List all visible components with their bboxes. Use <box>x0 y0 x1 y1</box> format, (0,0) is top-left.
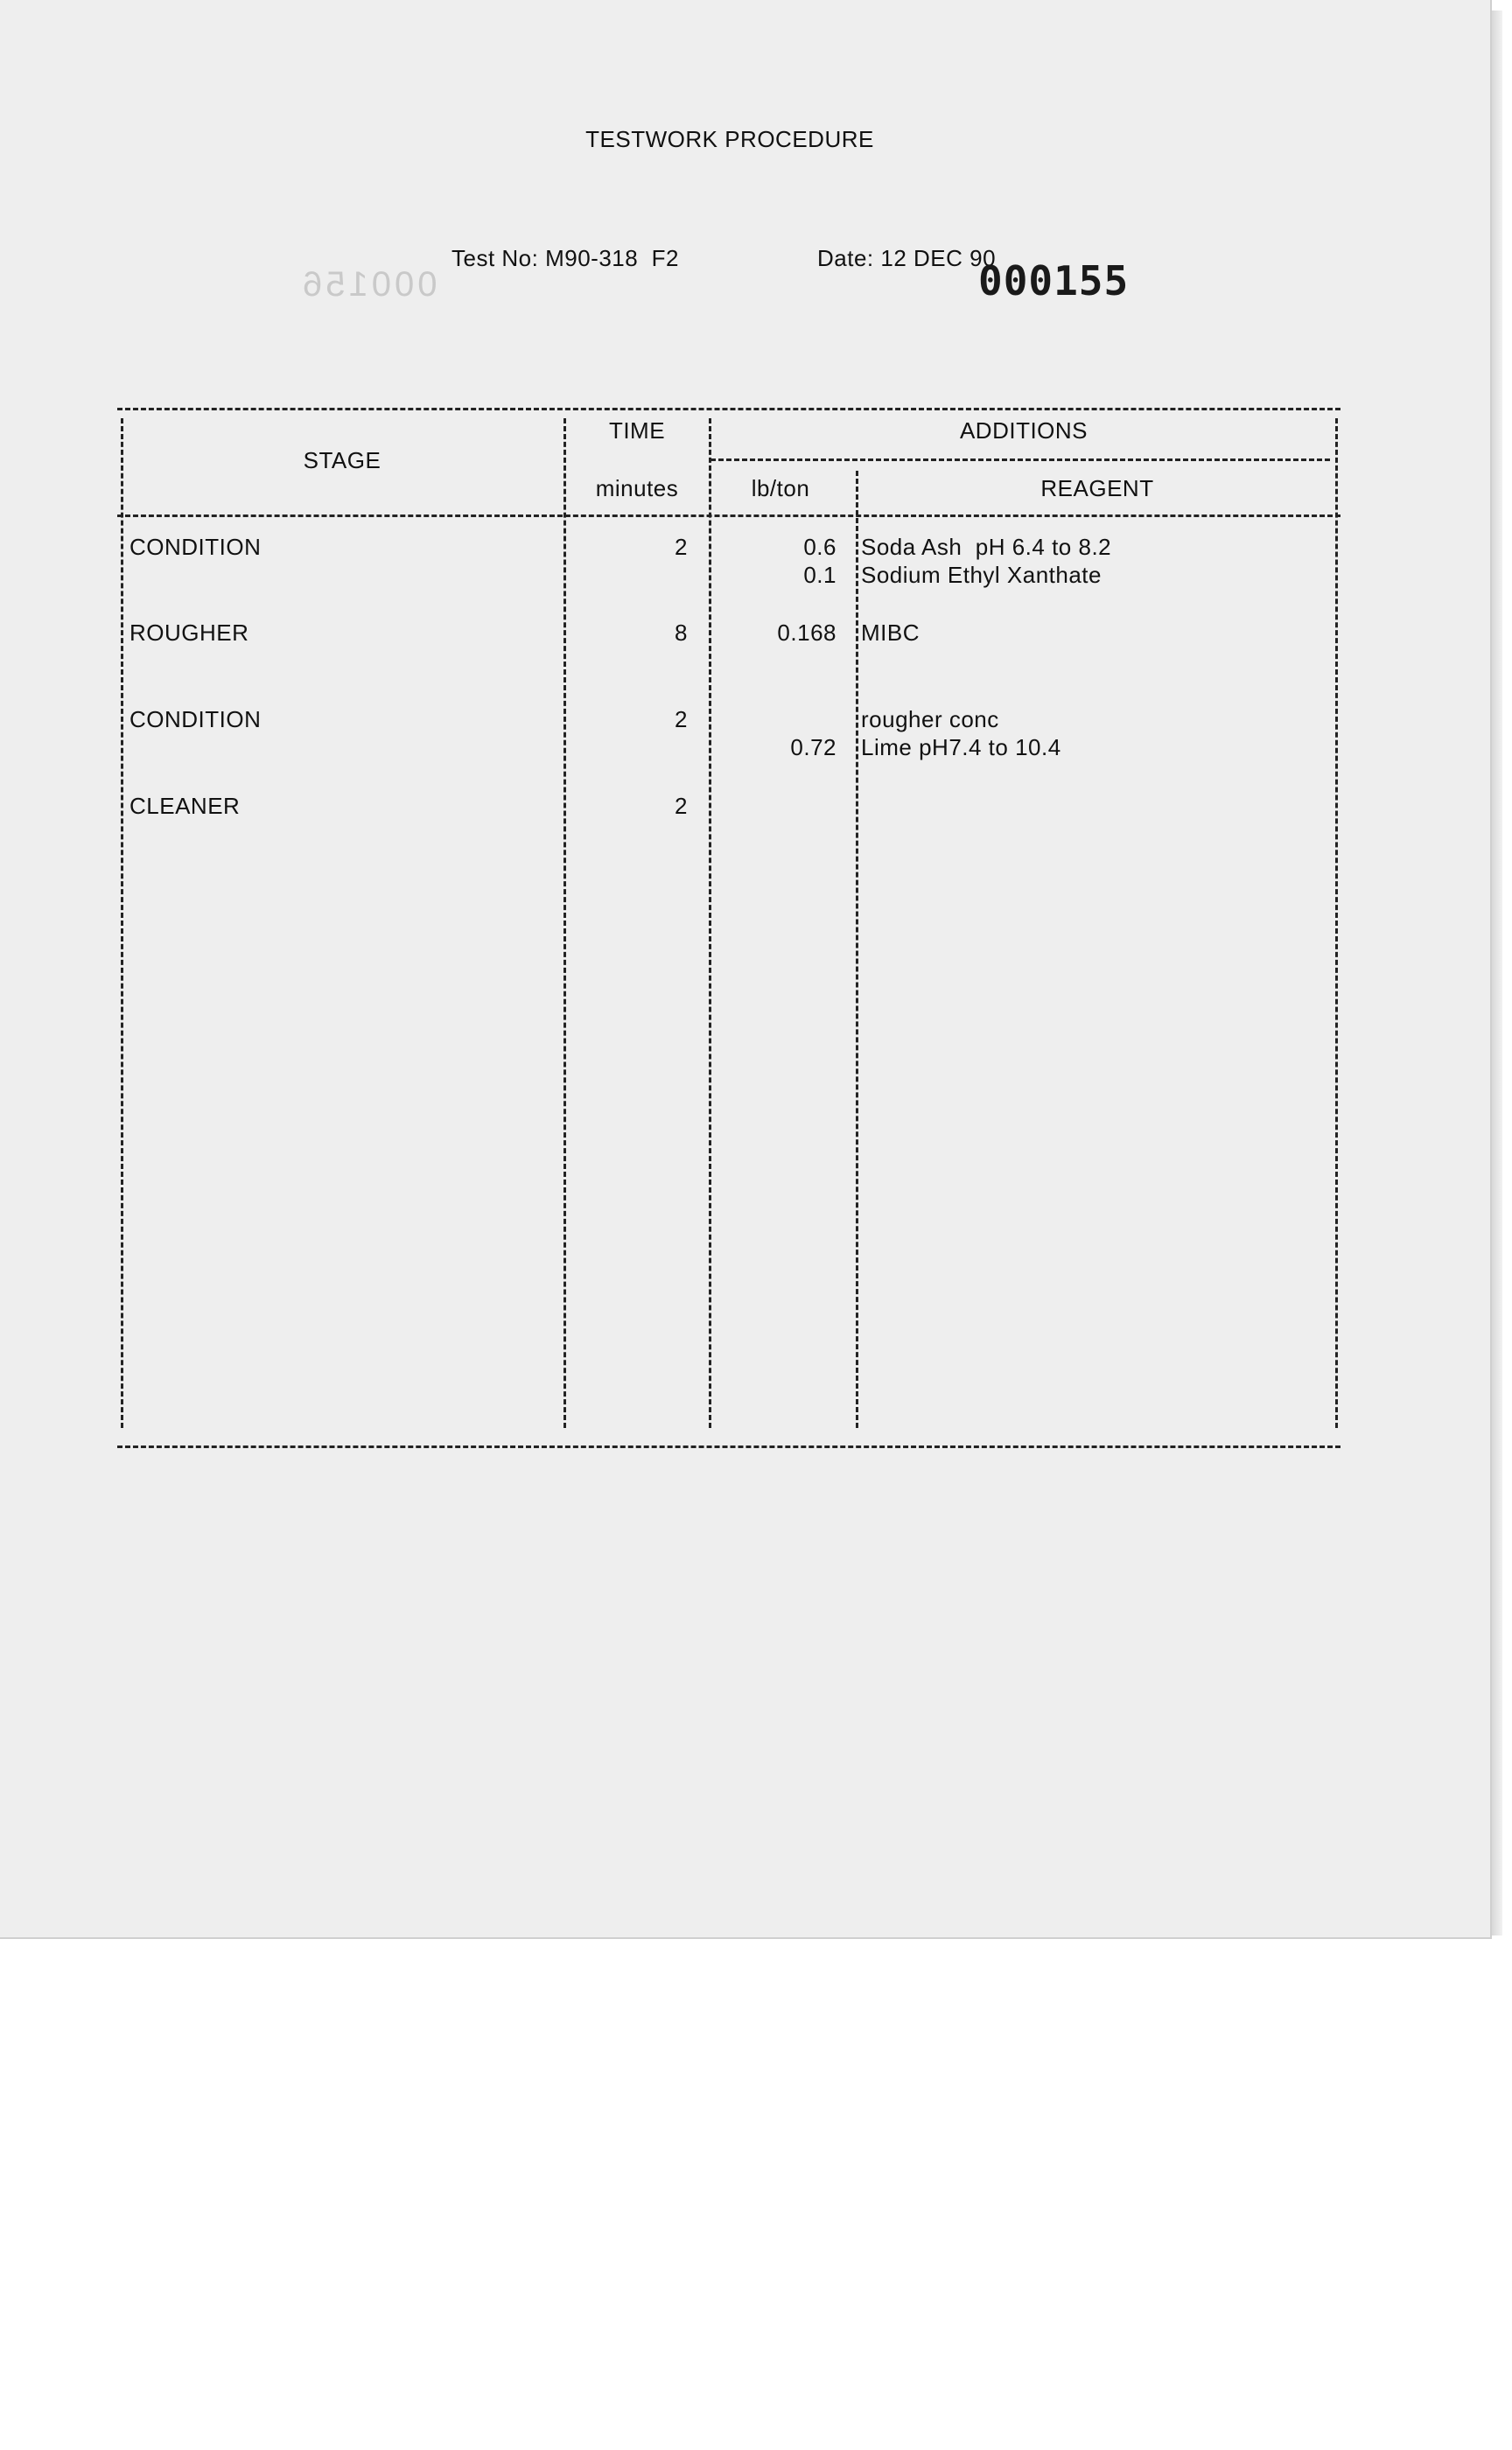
test-number: Test No: M90-318 F2 <box>452 245 679 271</box>
stage-time-divider <box>564 418 566 1428</box>
header-time: TIME <box>608 417 666 444</box>
row-1-lb-ton: 0.6 <box>803 534 836 560</box>
table-top-rule <box>117 408 1340 410</box>
test-date: Date: 12 DEC 90 <box>817 245 997 271</box>
row-5-lb-ton: 0.72 <box>790 734 836 760</box>
row-5-reagent: Lime pH7.4 to 10.4 <box>861 734 1061 760</box>
lbton-reagent-divider <box>856 471 858 1428</box>
row-2-reagent: Sodium Ethyl Xanthate <box>861 562 1102 588</box>
row-1-stage: CONDITION <box>130 534 262 560</box>
table-right-rule <box>1335 418 1338 1428</box>
header-stage: STAGE <box>303 447 382 473</box>
row-2-lb-ton: 0.1 <box>803 562 836 588</box>
row-3-minutes: 8 <box>675 620 688 646</box>
row-4-minutes: 2 <box>675 706 688 732</box>
document-title: TESTWORK PROCEDURE <box>585 126 874 152</box>
faint-bleedthrough-number: 000156 <box>299 265 438 304</box>
row-4-stage: CONDITION <box>130 706 262 732</box>
header-bottom-rule <box>117 514 1340 517</box>
table-bottom-rule <box>117 1446 1340 1448</box>
table-left-rule <box>121 418 123 1428</box>
row-6-minutes: 2 <box>675 793 688 819</box>
header-minutes: minutes <box>595 475 679 501</box>
header-additions: ADDITIONS <box>959 417 1088 444</box>
header-lb-ton: lb/ton <box>751 475 810 501</box>
row-3-lb-ton: 0.168 <box>777 620 836 646</box>
row-4-reagent: rougher conc <box>861 706 999 732</box>
row-1-minutes: 2 <box>675 534 688 560</box>
header-reagent: REAGENT <box>1040 475 1154 501</box>
row-6-stage: CLEANER <box>130 793 241 819</box>
row-1-reagent: Soda Ash pH 6.4 to 8.2 <box>861 534 1112 560</box>
row-3-reagent: MIBC <box>861 620 920 646</box>
row-3-stage: ROUGHER <box>130 620 249 646</box>
additions-sub-rule <box>710 458 1330 461</box>
page-stamp-number: 000155 <box>978 257 1130 304</box>
